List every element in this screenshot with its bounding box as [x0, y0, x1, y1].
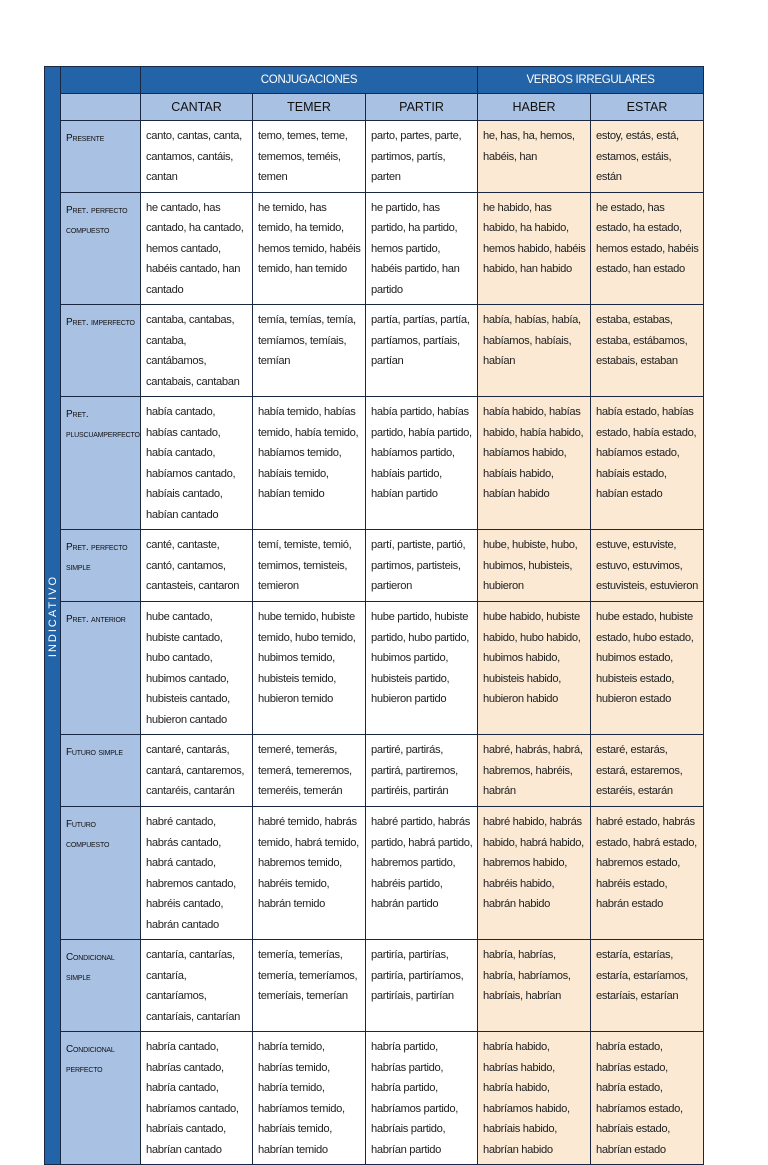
group-header-row: [45, 67, 704, 94]
conjugation-cell-haber: he, has, ha, hemos, habéis, han: [478, 121, 591, 193]
conjugation-cell-temer: temí, temiste, temió, temimos, temisteis, temieron: [253, 530, 366, 602]
column-header-haber: HABER: [478, 94, 591, 121]
corner-cell: [61, 67, 141, 94]
conjugation-cell-estar: estuve, estuviste, estuvo, estuvimos, estuvisteis, estuvieron: [591, 530, 704, 602]
tense-label: Futuro simple: [61, 735, 141, 807]
conjugation-cell-estar: habré estado, habrás estado, habrá estado, habremos estado, habréis estado, habrán estado: [591, 807, 704, 940]
tense-label: Condicional simple: [61, 940, 141, 1032]
tense-row: [45, 192, 704, 305]
corner-cell-2: [61, 94, 141, 121]
conjugation-cell-temer: he temido, has temido, ha temido, hemos temido, habéis temido, han temido: [253, 192, 366, 305]
conjugation-cell-haber: hube, hubiste, hubo, hubimos, hubisteis, hubieron: [478, 530, 591, 602]
conjugation-cell-haber: había, habías, había, habíamos, habíais, habían: [478, 305, 591, 397]
conjugation-cell-haber: habría habido, habrías habido, habría habido, habríamos habido, habríais habido, habrían habido: [478, 1032, 591, 1165]
tense-label: Presente: [61, 121, 141, 193]
tense-row: [45, 305, 704, 397]
conjugation-cell-cantar: hube cantado, hubiste cantado, hubo cantado, hubimos cantado, hubisteis cantado, hubieron cantado: [141, 602, 253, 735]
conjugation-cell-temer: temeré, temerás, temerá, temeremos, temeréis, temerán: [253, 735, 366, 807]
conjugation-cell-estar: he estado, has estado, ha estado, hemos estado, habéis estado, han estado: [591, 192, 704, 305]
conjugation-table: [44, 66, 704, 1165]
tense-label: Pret. imperfecto: [61, 305, 141, 397]
tense-row: [45, 940, 704, 1032]
conjugation-cell-temer: temo, temes, teme, tememos, teméis, temen: [253, 121, 366, 193]
conjugation-cell-haber: hube habido, hubiste habido, hubo habido, hubimos habido, hubisteis habido, hubieron habido: [478, 602, 591, 735]
conjugation-cell-estar: estaría, estarías, estaría, estaríamos, estaríais, estarían: [591, 940, 704, 1032]
tense-row: [45, 602, 704, 735]
column-header-estar: ESTAR: [591, 94, 704, 121]
conjugation-cell-partir: partiré, partirás, partirá, partiremos, partiréis, partirán: [366, 735, 478, 807]
conjugation-cell-temer: habría temido, habrías temido, habría temido, habríamos temido, habríais temido, habrían temido: [253, 1032, 366, 1165]
conjugation-cell-haber: he habido, has habido, ha habido, hemos habido, habéis habido, han habido: [478, 192, 591, 305]
conjugation-cell-haber: habré habido, habrás habido, habrá habido, habremos habido, habréis habido, habrán habido: [478, 807, 591, 940]
conjugation-cell-cantar: había cantado, habías cantado, había cantado, habíamos cantado, habíais cantado, habían cantado: [141, 397, 253, 530]
conjugation-cell-cantar: cantaría, cantarías, cantaría, cantaríamos, cantaríais, cantarían: [141, 940, 253, 1032]
group-verbos-irregulares: VERBOS IRREGULARES: [478, 67, 704, 94]
tense-label: Pret. perfecto simple: [61, 530, 141, 602]
conjugation-cell-cantar: cantaba, cantabas, cantaba, cantábamos, cantabais, cantaban: [141, 305, 253, 397]
conjugation-cell-estar: estaré, estarás, estará, estaremos, estaréis, estarán: [591, 735, 704, 807]
conjugation-cell-partir: habría partido, habrías partido, habría partido, habríamos partido, habríais partido, habrían partido: [366, 1032, 478, 1165]
conjugation-cell-partir: partía, partías, partía, partíamos, partíais, partían: [366, 305, 478, 397]
tense-row: [45, 1032, 704, 1165]
column-header-partir: PARTIR: [366, 94, 478, 121]
tense-label: Pret. perfecto compuesto: [61, 192, 141, 305]
conjugation-cell-haber: habré, habrás, habrá, habremos, habréis, habrán: [478, 735, 591, 807]
conjugation-cell-partir: habré partido, habrás partido, habrá partido, habremos partido, habréis partido, habrán partido: [366, 807, 478, 940]
column-header-row: [45, 94, 704, 121]
tense-row: [45, 121, 704, 193]
tense-row: [45, 807, 704, 940]
conjugation-cell-temer: hube temido, hubiste temido, hubo temido, hubimos temido, hubisteis temido, hubieron temido: [253, 602, 366, 735]
tense-label: Condicional perfecto: [61, 1032, 141, 1165]
conjugation-cell-haber: había habido, habías habido, había habido, habíamos habido, habíais habido, habían habido: [478, 397, 591, 530]
tense-row: [45, 530, 704, 602]
conjugation-cell-temer: habré temido, habrás temido, habrá temido, habremos temido, habréis temido, habrán temido: [253, 807, 366, 940]
tense-row: [45, 397, 704, 530]
conjugation-cell-cantar: canté, cantaste, cantó, cantamos, cantasteis, cantaron: [141, 530, 253, 602]
indicativo-label: [45, 67, 61, 1165]
conjugation-cell-temer: temería, temerías, temería, temeríamos, temeríais, temerían: [253, 940, 366, 1032]
column-header-temer: TEMER: [253, 94, 366, 121]
indicativo-label-text: INDICATIVO: [46, 574, 59, 657]
conjugation-cell-cantar: canto, cantas, canta, cantamos, cantáis, cantan: [141, 121, 253, 193]
conjugation-cell-cantar: habría cantado, habrías cantado, habría cantado, habríamos cantado, habríais cantado, habrían cantado: [141, 1032, 253, 1165]
tense-label: Futuro compuesto: [61, 807, 141, 940]
conjugation-cell-cantar: he cantado, has cantado, ha cantado, hemos cantado, habéis cantado, han cantado: [141, 192, 253, 305]
conjugation-cell-estar: estaba, estabas, estaba, estábamos, estabais, estaban: [591, 305, 704, 397]
conjugation-cell-partir: partí, partiste, partió, partimos, partisteis, partieron: [366, 530, 478, 602]
conjugation-cell-partir: he partido, has partido, ha partido, hemos partido, habéis partido, han partido: [366, 192, 478, 305]
column-header-cantar: CANTAR: [141, 94, 253, 121]
conjugation-cell-temer: había temido, habías temido, había temido, habíamos temido, habíais temido, habían temido: [253, 397, 366, 530]
conjugation-cell-cantar: cantaré, cantarás, cantará, cantaremos, cantaréis, cantarán: [141, 735, 253, 807]
conjugation-cell-partir: hube partido, hubiste partido, hubo partido, hubimos partido, hubisteis partido, hubieron partido: [366, 602, 478, 735]
conjugation-cell-estar: hube estado, hubiste estado, hubo estado, hubimos estado, hubisteis estado, hubieron estado: [591, 602, 704, 735]
conjugation-cell-estar: habría estado, habrías estado, habría estado, habríamos estado, habríais estado, habrían estado: [591, 1032, 704, 1165]
table-body: [45, 67, 704, 1165]
conjugation-cell-partir: parto, partes, parte, partimos, partís, parten: [366, 121, 478, 193]
conjugation-cell-partir: había partido, habías partido, había partido, habíamos partido, habíais partido, habían partido: [366, 397, 478, 530]
conjugation-cell-partir: partiría, partirías, partiría, partiríamos, partiríais, partirían: [366, 940, 478, 1032]
conjugation-cell-estar: había estado, habías estado, había estado, habíamos estado, habíais estado, habían estado: [591, 397, 704, 530]
tense-label: Pret. anterior: [61, 602, 141, 735]
conjugation-cell-haber: habría, habrías, habría, habríamos, habríais, habrían: [478, 940, 591, 1032]
group-conjugaciones: CONJUGACIONES: [141, 67, 478, 94]
conjugation-cell-temer: temía, temías, temía, temíamos, temíais, temían: [253, 305, 366, 397]
tense-row: [45, 735, 704, 807]
conjugation-cell-estar: estoy, estás, está, estamos, estáis, están: [591, 121, 704, 193]
tense-label: Pret. pluscuamperfecto: [61, 397, 141, 530]
conjugation-cell-cantar: habré cantado, habrás cantado, habrá cantado, habremos cantado, habréis cantado, habrán cantado: [141, 807, 253, 940]
